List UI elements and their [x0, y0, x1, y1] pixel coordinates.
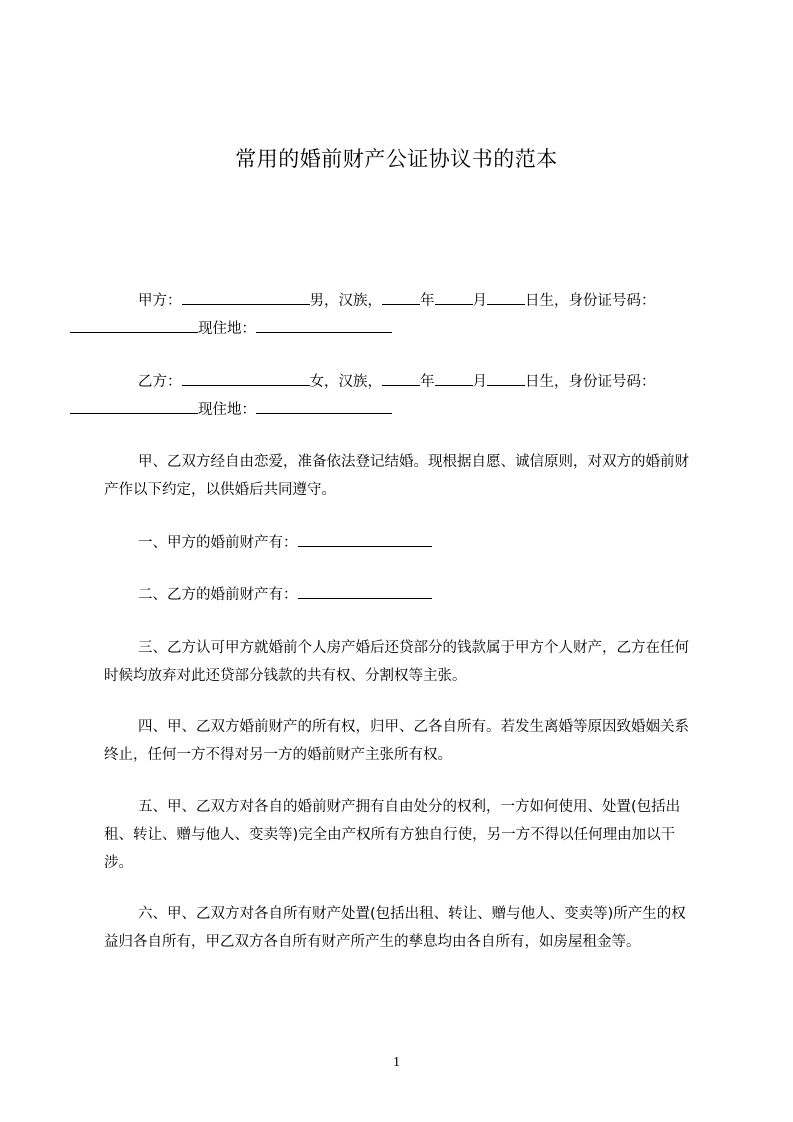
- document-title: 常用的婚前财产公证协议书的范本: [235, 147, 558, 171]
- party-a-year-label: 年: [420, 293, 435, 309]
- party-a-address-label: 现住地：: [198, 321, 256, 337]
- party-a-gender-ethnic: 男，汉族，: [309, 293, 382, 309]
- party-b-id-label: 日生，身份证号码：: [525, 374, 656, 390]
- party-b-month-blank[interactable]: [435, 371, 473, 386]
- party-a-name-blank[interactable]: [182, 290, 310, 305]
- clause-1-text: 一、甲方的婚前财产有：: [138, 535, 298, 551]
- party-b-year-label: 年: [420, 374, 435, 390]
- clause-2: [104, 581, 700, 609]
- clause-1: [104, 529, 700, 557]
- party-b-address-blank[interactable]: [256, 399, 392, 414]
- party-b-gender-ethnic: 女，汉族，: [309, 374, 382, 390]
- page-number: 1: [393, 1055, 400, 1070]
- party-a-id-blank[interactable]: [70, 318, 198, 333]
- clause-2-text: 二、乙方的婚前财产有：: [138, 587, 298, 603]
- party-a-assets-blank[interactable]: [298, 532, 432, 547]
- party-b-info: [104, 368, 700, 424]
- party-b-label: 乙方：: [138, 374, 182, 390]
- party-a-address-blank[interactable]: [256, 318, 392, 333]
- party-a-year-blank[interactable]: [382, 290, 420, 305]
- clause-3: 三、乙方认可甲方就婚前个人房产婚后还贷部分的钱款属于甲方个人财产，乙方在任何时候均放弃对此还贷部分钱款的共有权、分割权等主张。: [104, 640, 689, 684]
- party-a-label: 甲方：: [138, 293, 182, 309]
- clause-6: 六、甲、乙双方对各自所有财产处置(包括出租、转让、赠与他人、变卖等)所产生的权益归各自所有，甲乙双方各自所有财产所产生的孳息均由各自所有，如房屋租金等。: [104, 906, 686, 950]
- party-a-month-label: 月: [472, 293, 487, 309]
- party-a-month-blank[interactable]: [435, 290, 473, 305]
- party-b-address-label: 现住地：: [198, 402, 256, 418]
- party-a-day-blank[interactable]: [487, 290, 525, 305]
- party-b-name-blank[interactable]: [182, 371, 310, 386]
- party-b-assets-blank[interactable]: [298, 584, 432, 599]
- party-b-id-blank[interactable]: [70, 399, 198, 414]
- clause-5: 五、甲、乙双方对各自的婚前财产拥有自由处分的权利，一方如何使用、处置(包括出租、转让、赠与他人、变卖等)完全由产权所有方独自行使，另一方不得以任何理由加以干涉。: [104, 799, 681, 871]
- party-b-month-label: 月: [472, 374, 487, 390]
- party-b-year-blank[interactable]: [382, 371, 420, 386]
- clause-4: 四、甲、乙双方婚前财产的所有权，归甲、乙各自所有。若发生离婚等原因致婚姻关系终止，任何一方不得对另一方的婚前财产主张所有权。: [104, 719, 689, 763]
- party-a-info: [104, 287, 700, 343]
- party-a-id-label: 日生，身份证号码：: [525, 293, 656, 309]
- intro-paragraph: 甲、乙双方经自由恋爱，准备依法登记结婚。现根据自愿、诚信原则，对双方的婚前财产作以下约定，以供婚后共同遵守。: [104, 454, 689, 498]
- party-b-day-blank[interactable]: [487, 371, 525, 386]
